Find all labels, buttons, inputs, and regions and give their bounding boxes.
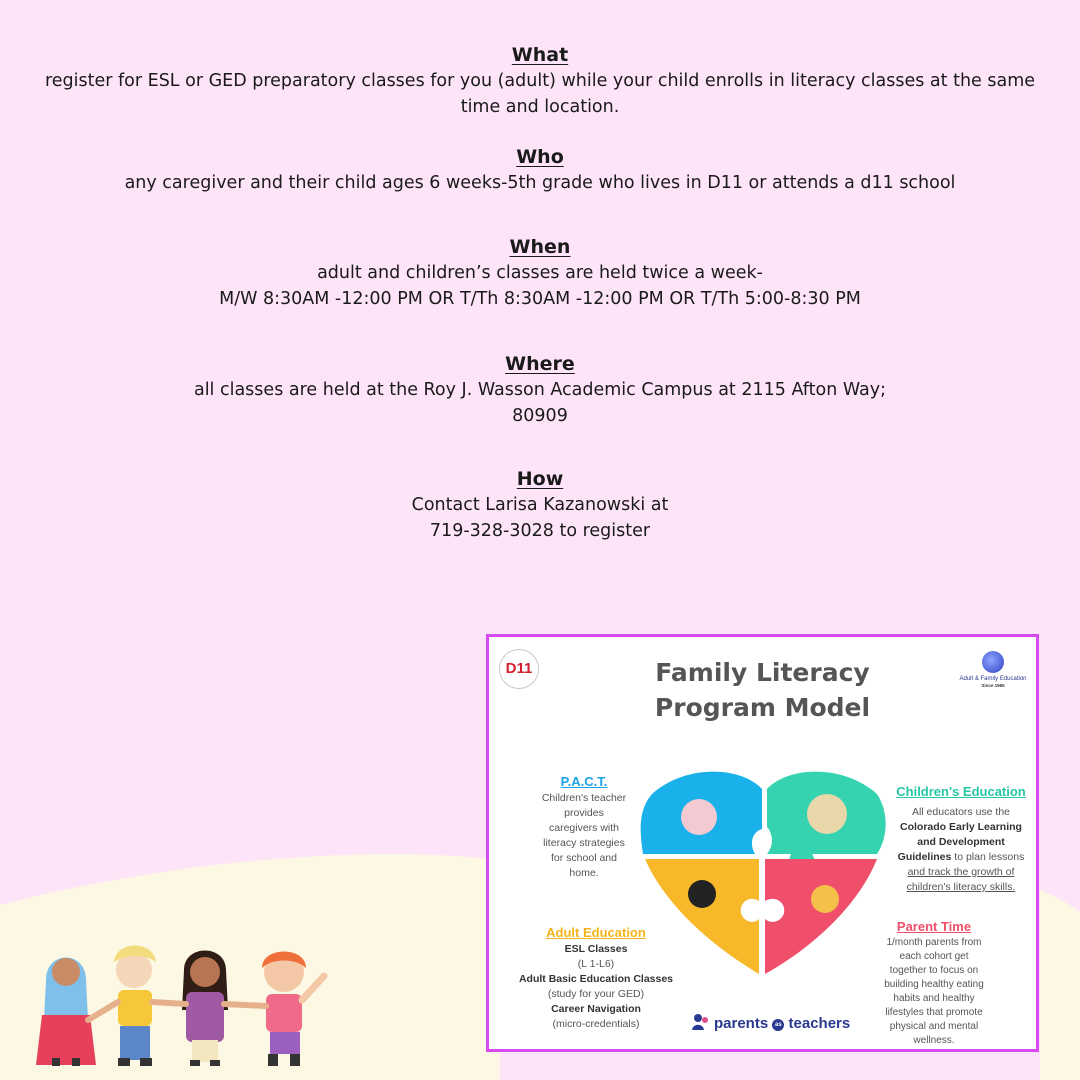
family-reading-icon [681,799,717,835]
afe-logo-since: Since 1965 [981,683,1005,688]
what-section [0,42,1080,120]
puzzle-heart-graphic [637,769,887,979]
healthy-food-icon [811,885,839,913]
who-heading: Who [516,146,564,168]
parent-time-line: building healthy eating [884,979,984,990]
child-hijab-figure [36,958,96,1067]
infographic-title [489,655,1036,725]
who-text-line: any caregiver and their child ages 6 weeks-5th grade who lives in D11 or attends a d11 school [124,173,956,193]
parents-as-teachers-logo [691,1013,850,1035]
how-heading: How [516,468,564,490]
what-text-line: register for ESL or GED preparatory classes for you (adult) while your child enrolls in literacy classes at the same [44,71,1036,91]
abe-classes-label: Adult Basic Education Classes [518,973,674,985]
parent-time-line: wellness. [913,1035,955,1046]
infographic-title-line: Program Model [654,693,871,722]
parents-word: parents [714,1015,769,1032]
afe-logo-name: Adult & Family Education [959,676,1027,682]
parent-time-line: together to focus on [889,965,979,976]
abe-note-text: (study for your GED) [547,988,645,1000]
where-zip-line: 80909 [512,406,568,426]
what-heading: What [511,44,569,66]
career-note-text: (micro-credentials) [552,1018,640,1030]
childrens-education-line: All educators use the [911,806,1011,818]
where-heading: Where [505,353,575,375]
pact-text-line: provides [564,807,604,819]
when-schedule-line: M/W 8:30AM -12:00 PM OR T/Th 8:30AM -12:00 PM OR T/Th 5:00-8:30 PM [219,289,861,309]
when-heading: When [509,236,571,258]
childrens-education-line: children's literacy skills. [906,881,1016,893]
guidelines-label: Guidelines [897,851,952,863]
parents-as-teachers-mark-icon [691,1013,711,1031]
as-word: as [772,1019,784,1031]
pact-text [519,791,649,881]
pact-block [519,773,649,881]
how-contact-line: Contact Larisa Kazanowski at [411,495,669,515]
adult-education-puzzle-piece [645,859,759,974]
children-holding-hands-illustration [26,940,336,1070]
parent-time-line: physical and mental [889,1021,979,1032]
how-phone-line: 719-328-3028 to register [429,521,651,541]
parent-time-line: 1/month parents from [886,937,982,948]
who-section [0,144,1080,196]
parent-time-block [867,918,1001,1048]
childrens-education-block [887,783,1035,895]
adult-education-heading: Adult Education [546,925,646,940]
family-literacy-infographic [486,634,1039,1052]
infographic-title-line: Family Literacy [655,658,870,687]
pact-text-line: caregivers with [548,822,620,834]
what-text-line: time and location. [460,97,620,117]
how-section [0,466,1080,544]
childrens-education-heading: Children's Education [896,784,1026,799]
pact-text-line: home. [569,867,599,879]
parent-time-heading: Parent Time [896,919,972,934]
childrens-education-line: Colorado Early Learning [900,821,1022,833]
where-address-line: all classes are held at the Roy J. Wasson Academic Campus at 2115 Afton Way; [193,380,887,400]
adult-learner-icon [688,880,716,908]
esl-levels-text: (L 1-L6) [577,958,615,970]
childrens-education-line: and Development [917,836,1005,848]
parent-time-puzzle-piece [765,859,877,974]
parent-time-line: each cohort get [899,951,969,962]
childrens-education-text [887,805,1035,895]
kids-with-books-icon [807,794,847,834]
pact-text-line: literacy strategies [543,837,625,849]
d11-logo: D11 [499,649,539,689]
plan-lessons-text: to plan lessons [951,851,1025,863]
when-section [0,234,1080,312]
pact-text-line: Children's teacher [541,792,627,804]
childrens-education-line [887,850,1035,865]
teachers-word: teachers [788,1015,851,1032]
parent-time-line: habits and healthy [893,993,975,1004]
parent-time-line: lifestyles that promote [885,1007,983,1018]
child-dark-hair-figure [182,951,228,1067]
child-red-hair-figure [262,952,324,1067]
child-blond-figure [114,946,156,1067]
where-section [0,351,1080,429]
childrens-education-line: and track the growth of [907,866,1015,878]
career-navigation-label: Career Navigation [551,1003,641,1015]
parent-time-text [867,936,1001,1048]
pact-text-line: for school and [551,852,617,864]
esl-classes-label: ESL Classes [564,943,628,955]
when-text-line: adult and children’s classes are held twice a week- [317,263,763,283]
pact-heading: P.A.C.T. [560,774,608,789]
